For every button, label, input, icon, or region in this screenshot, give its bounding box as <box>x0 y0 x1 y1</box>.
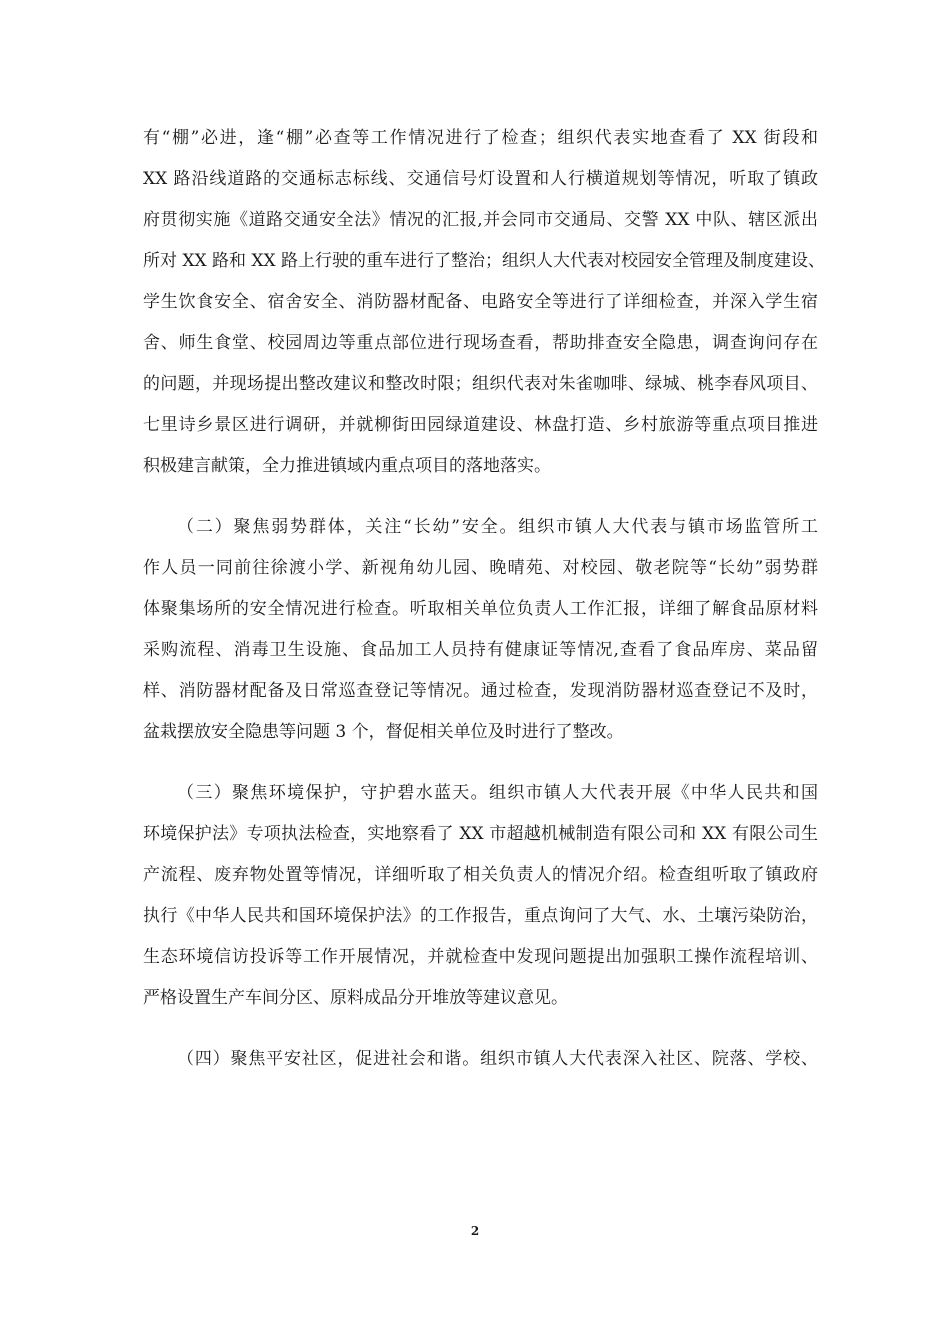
text-line: 严格设置生产车间分区、原料成品分开堆放等建议意见。 <box>143 988 568 1008</box>
paragraph-1 <box>143 118 826 487</box>
body-text <box>143 118 826 1080</box>
paragraph-gap <box>143 753 818 773</box>
page-number: 2 <box>470 1224 480 1238</box>
text-line: 学生饮食安全、宿舍安全、消防器材配备、电路安全等进行了详细检查，并深入学生宿 <box>143 292 818 312</box>
text-line: 采购流程、消毒卫生设施、食品加工人员持有健康证等情况,查看了食品库房、菜品留 <box>143 640 818 660</box>
text-line: XX 路沿线道路的交通标志标线、交通信号灯设置和人行横道规划等情况，听取了镇政 <box>143 169 818 189</box>
text-line: 的问题，并现场提出整改建议和整改时限；组织代表对朱雀咖啡、绿城、桃李春风项目、 <box>143 374 818 394</box>
text-line: 生态环境信访投诉等工作开展情况，并就检查中发现问题提出加强职工操作流程培训、 <box>143 947 818 967</box>
text-line: 产流程、废弃物处置等情况，详细听取了相关负责人的情况介绍。检查组听取了镇政府 <box>143 865 818 885</box>
text-line: （四）聚焦平安社区，促进社会和谐。组织市镇人大代表深入社区、院落、学校、 <box>177 1049 818 1069</box>
text-line: 作人员一同前往徐渡小学、新视角幼儿园、晚晴苑、对校园、敬老院等“长幼”弱势群 <box>143 558 818 578</box>
text-line: 盆栽摆放安全隐患等问题 3 个，督促相关单位及时进行了整改。 <box>143 722 624 742</box>
text-line: 七里诗乡景区进行调研，并就柳街田园绿道建设、林盘打造、乡村旅游等重点项目推进 <box>143 415 818 435</box>
text-line: 积极建言献策，全力推进镇域内重点项目的落地落实。 <box>143 456 551 476</box>
text-line: 所对 XX 路和 XX 路上行驶的重车进行了整治；组织人大代表对校园安全管理及制度建设、 <box>143 251 826 271</box>
text-line: 有“棚”必进，逢“棚”必查等工作情况进行了检查；组织代表实地查看了 XX 街段和 <box>143 128 818 148</box>
paragraph-gap <box>143 1019 818 1039</box>
text-line: （三）聚焦环境保护，守护碧水蓝天。组织市镇人大代表开展《中华人民共和国 <box>177 783 818 803</box>
paragraph-2 <box>143 507 818 753</box>
paragraph-4 <box>143 1039 818 1080</box>
text-line: （二）聚焦弱势群体，关注“长幼”安全。组织市镇人大代表与镇市场监管所工 <box>177 517 818 537</box>
text-line: 环境保护法》专项执法检查，实地察看了 XX 市超越机械制造有限公司和 XX 有限公司生 <box>143 824 818 844</box>
text-line: 府贯彻实施《道路交通安全法》情况的汇报,并会同市交通局、交警 XX 中队、辖区派出 <box>143 210 818 230</box>
paragraph-3 <box>143 773 818 1019</box>
text-line: 体聚集场所的安全情况进行检查。听取相关单位负责人工作汇报，详细了解食品原材料 <box>143 599 818 619</box>
text-line: 舍、师生食堂、校园周边等重点部位进行现场查看，帮助排查安全隐患，调查询问存在 <box>143 333 818 353</box>
text-line: 执行《中华人民共和国环境保护法》的工作报告，重点询问了大气、水、土壤污染防治， <box>143 906 818 926</box>
text-line: 样、消防器材配备及日常巡查登记等情况。通过检查，发现消防器材巡查登记不及时， <box>143 681 818 701</box>
paragraph-gap <box>143 487 818 507</box>
